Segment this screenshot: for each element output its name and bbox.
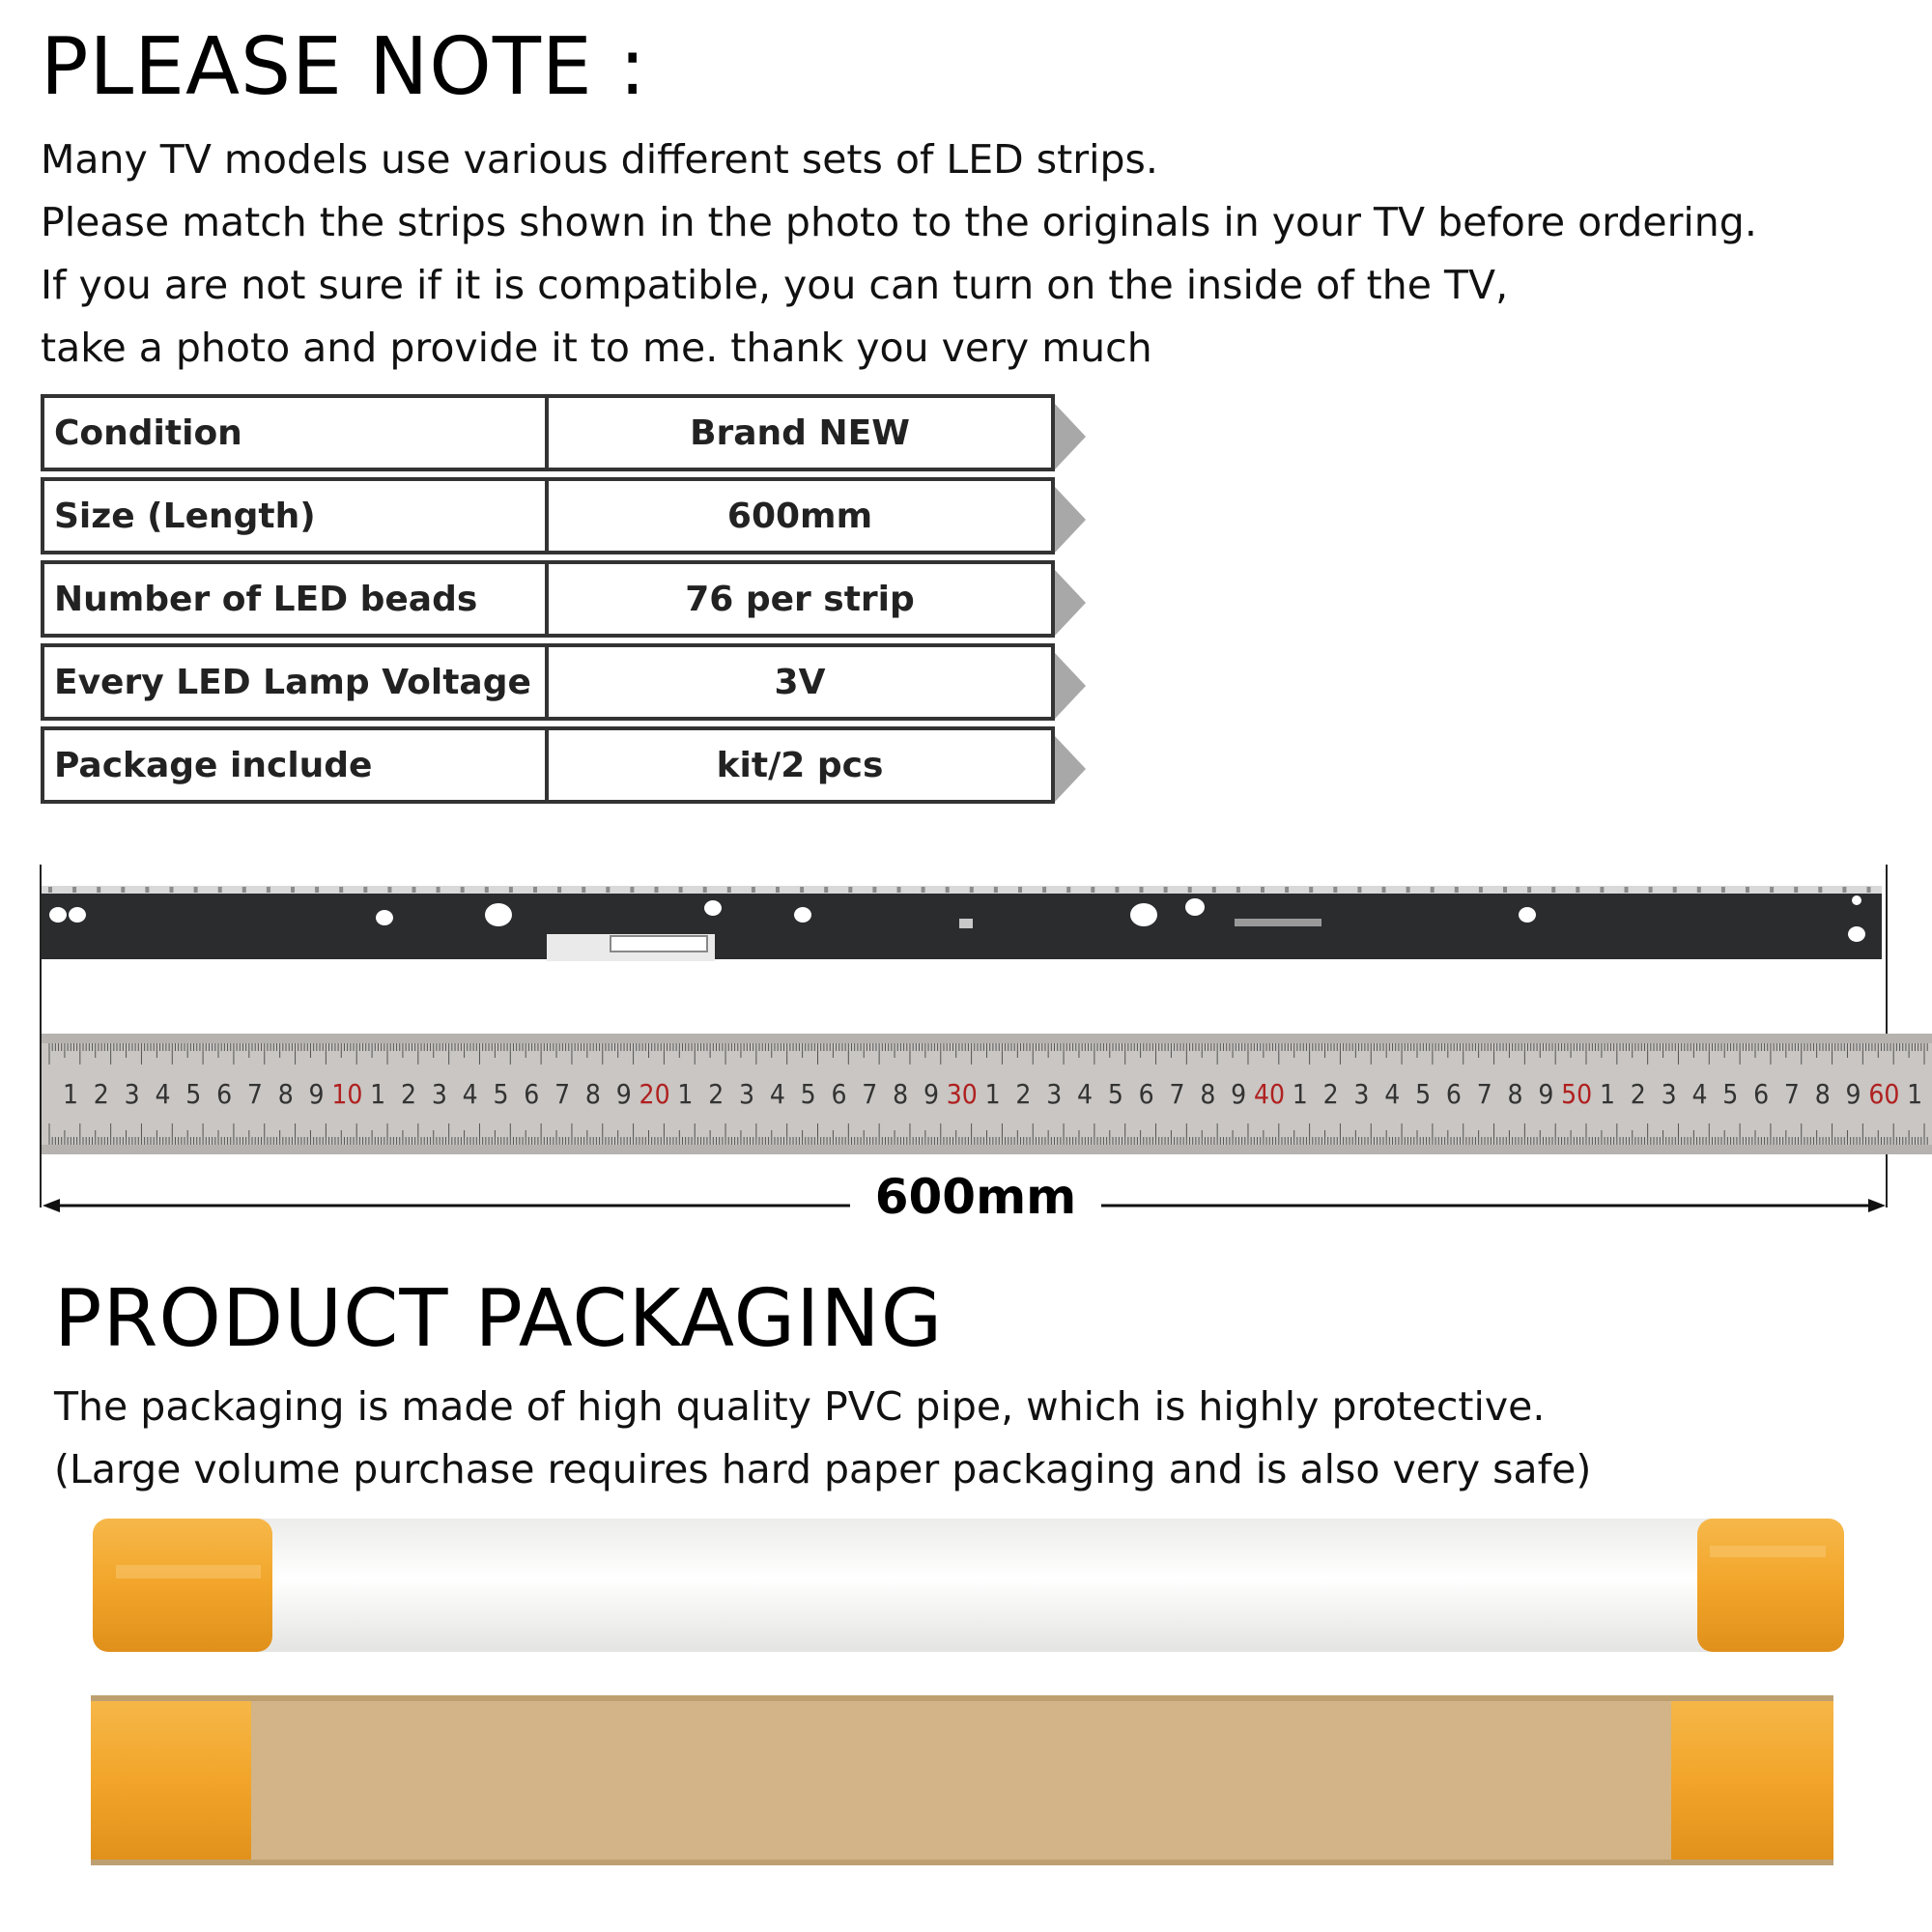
ruler-number: 1: [677, 1078, 694, 1110]
ruler-number: 3: [431, 1078, 447, 1110]
spec-label: Package include: [44, 730, 549, 800]
ruler-number: 8: [1200, 1078, 1216, 1110]
ruler-number: 3: [124, 1078, 140, 1110]
ruler-image: [42, 1034, 1932, 1154]
ruler-number: 7: [1169, 1078, 1185, 1110]
ruler-number: 8: [584, 1078, 601, 1110]
ruler-number: 10: [331, 1078, 363, 1110]
spec-row-package: [41, 726, 1055, 804]
ruler-number: 4: [769, 1078, 785, 1110]
ruler-number: 8: [893, 1078, 909, 1110]
ruler-number: 5: [1107, 1078, 1123, 1110]
ruler-number: 1: [62, 1078, 79, 1110]
ruler-number: 6: [524, 1078, 540, 1110]
ruler-number: 2: [1015, 1078, 1032, 1110]
ruler-number: 3: [1046, 1078, 1063, 1110]
arrow-right-icon: [1055, 487, 1086, 553]
ruler-number: 2: [708, 1078, 724, 1110]
ruler-number: 1: [984, 1078, 1001, 1110]
packaging-figure: [0, 1507, 1932, 1932]
ruler-number: 9: [1845, 1078, 1861, 1110]
spec-row-voltage: [41, 643, 1055, 721]
ruler-number: 9: [923, 1078, 939, 1110]
ruler-number: 1: [1599, 1078, 1616, 1110]
ruler-number: 60: [1868, 1078, 1900, 1110]
note-body: [41, 128, 1757, 380]
spec-label: Every LED Lamp Voltage: [44, 647, 549, 717]
ruler-number: 5: [493, 1078, 509, 1110]
ruler-number: 9: [1231, 1078, 1247, 1110]
note-line-2: Please match the strips shown in the photo to the originals in your TV before ordering.: [41, 199, 1757, 245]
ruler-number: 6: [1445, 1078, 1462, 1110]
pvc-tube-image: [93, 1519, 1844, 1652]
ruler-number: 7: [862, 1078, 878, 1110]
spec-value: kit/2 pcs: [716, 745, 884, 785]
ruler-number: 8: [277, 1078, 294, 1110]
ruler-number: 3: [1353, 1078, 1370, 1110]
spec-row-led-beads: [41, 560, 1055, 638]
ruler-number: 6: [1138, 1078, 1154, 1110]
ruler-number: 3: [739, 1078, 755, 1110]
spec-label: Number of LED beads: [44, 564, 549, 634]
ruler-number: 5: [800, 1078, 816, 1110]
ruler-number: 30: [946, 1078, 978, 1110]
arrow-right-icon: [1055, 653, 1086, 719]
ruler-number: 6: [216, 1078, 233, 1110]
ruler-number: 7: [1476, 1078, 1492, 1110]
arrow-right-icon: [1055, 736, 1086, 802]
ruler-number: 9: [615, 1078, 632, 1110]
ruler-number: 4: [462, 1078, 478, 1110]
spec-row-condition: [41, 394, 1055, 471]
ruler-number: 1: [370, 1078, 386, 1110]
packaging-title: PRODUCT PACKAGING: [54, 1273, 944, 1365]
ruler-number: 5: [185, 1078, 202, 1110]
ruler-number: 2: [1322, 1078, 1339, 1110]
note-line-1: Many TV models use various different sets of LED strips.: [41, 136, 1158, 183]
ruler-number: 8: [1814, 1078, 1831, 1110]
note-title: PLEASE NOTE :: [41, 21, 647, 113]
ruler-number: 2: [1630, 1078, 1646, 1110]
cardboard-box-image: [91, 1695, 1833, 1865]
spec-value: Brand NEW: [690, 412, 910, 453]
ruler-number: 1: [1292, 1078, 1308, 1110]
packaging-line-1: The packaging is made of high quality PVC pipe, which is highly protective.: [54, 1383, 1546, 1430]
ruler-number: 8: [1507, 1078, 1523, 1110]
ruler-number: 6: [831, 1078, 847, 1110]
ruler-number: 50: [1561, 1078, 1593, 1110]
spec-value: 600mm: [726, 496, 873, 536]
ruler-number: 2: [401, 1078, 417, 1110]
dimension-label: 600mm: [850, 1169, 1101, 1225]
ruler-number: 5: [1415, 1078, 1432, 1110]
ruler-number: 6: [1753, 1078, 1770, 1110]
ruler-number: 3: [1661, 1078, 1677, 1110]
ruler-number: 4: [155, 1078, 171, 1110]
spec-label: Size (Length): [44, 481, 549, 551]
arrow-right-icon: [1055, 570, 1086, 636]
ruler-number: 40: [1253, 1078, 1286, 1110]
ruler-number: 9: [308, 1078, 325, 1110]
ruler-number: 7: [1783, 1078, 1800, 1110]
ruler-number: 1: [1907, 1078, 1923, 1110]
arrow-right-icon: [1055, 404, 1086, 469]
led-strip-image: [42, 886, 1882, 961]
ruler-number: 4: [1691, 1078, 1708, 1110]
packaging-line-2: (Large volume purchase requires hard paper packaging and is also very safe): [54, 1446, 1592, 1492]
ruler-number: 7: [554, 1078, 571, 1110]
spec-value: 76 per strip: [685, 579, 915, 619]
packaging-body: [54, 1376, 1591, 1501]
ruler-number: 7: [246, 1078, 263, 1110]
spec-value: 3V: [774, 662, 826, 702]
ruler-number: 20: [639, 1078, 670, 1110]
ruler-number: 9: [1538, 1078, 1554, 1110]
spec-row-size: [41, 477, 1055, 554]
note-line-4: take a photo and provide it to me. thank you very much: [41, 325, 1152, 371]
ruler-number: 5: [1722, 1078, 1739, 1110]
note-line-3: If you are not sure if it is compatible, you can turn on the inside of the TV,: [41, 262, 1509, 308]
ruler-numbers: [63, 1078, 1922, 1110]
ruler-number: 4: [1077, 1078, 1094, 1110]
spec-label: Condition: [44, 398, 549, 468]
ruler-number: 4: [1384, 1078, 1401, 1110]
ruler-number: 2: [93, 1078, 109, 1110]
